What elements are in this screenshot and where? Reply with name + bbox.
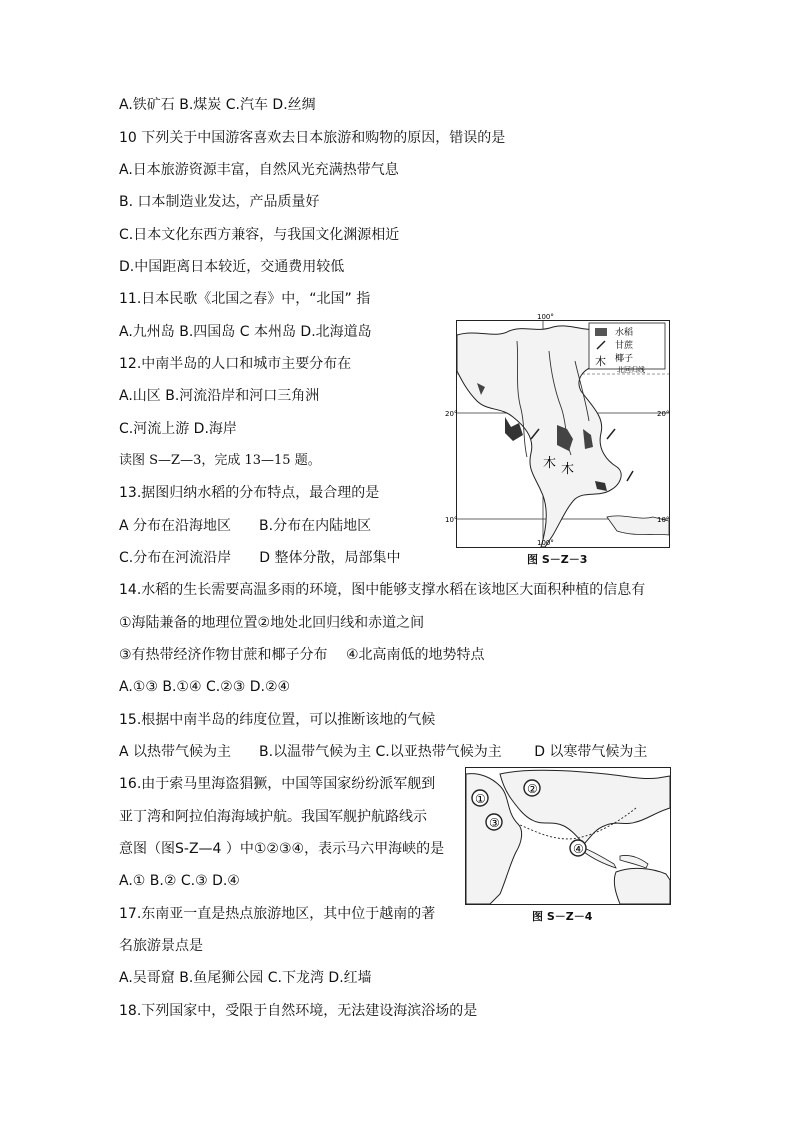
question-15: 15.根据中南半岛的纬度位置，可以推断该地的气候 [119, 712, 436, 728]
map-escort-route-drawing [466, 768, 670, 904]
question-16-line1: 16.由于索马里海盗猖獗，中国等国家纷纷派军舰到 [119, 776, 436, 792]
question-17-line1: 17.东南亚一直是热点旅游地区，其中位于越南的著 [119, 906, 436, 922]
question-13: 13.据图归纳水稻的分布特点，最合理的是 [119, 485, 380, 501]
svg-text:⽊: ⽊ [561, 462, 575, 477]
question-16-line2: 亚丁湾和阿拉伯海海域护航。我国军舰护航路线示 [119, 809, 427, 825]
line-q9-options: A.铁矿石 B.煤炭 C.汽车 D.丝绸 [119, 97, 316, 113]
q13-options-cd: C.分布在河流沿岸 D 整体分散，局部集中 [119, 550, 401, 566]
svg-text:⽊: ⽊ [543, 456, 557, 471]
lon-label-top: 100° [537, 313, 554, 321]
q10-option-b: B. 口本制造业发达，产品质量好 [119, 194, 320, 210]
lat20-label-left: 20° [445, 410, 458, 418]
q10-option-d: D.中国距离日本较近，交通费用较低 [119, 259, 345, 275]
question-12: 12.中南半岛的人口和城市主要分布在 [119, 356, 352, 372]
rice-legend-swatch [595, 328, 607, 336]
q12-options-cd: C.河流上游 D.海岸 [119, 421, 237, 437]
lat20-label-right: 20° [657, 410, 670, 418]
lat10-label-left: 10° [445, 516, 458, 524]
q17-options: A.吴哥窟 B.鱼尾狮公园 C.下龙湾 D.红墙 [119, 970, 372, 986]
question-18: 18.下列国家中，受限于自然环境，无法建设海滨浴场的是 [119, 1003, 478, 1019]
q15-options: A 以热带气候为主 B.以温带气候为主 C.以亚热带气候为主 D 以寒带气候为主 [119, 744, 648, 760]
q16-options: A.① B.② C.③ D.④ [119, 873, 240, 889]
question-16-line3: 意图（图S-Z—4 ）中①②③④，表示马六甲海峡的是 [119, 841, 445, 857]
question-14: 14.水稻的生长需要高温多雨的环境，图中能够支撑水稻在该地区大面积种植的信息有 [119, 582, 646, 598]
lat10-label-right: 10° [657, 516, 670, 524]
marker-3: ③ [489, 816, 500, 830]
coconut-legend-icon: ⽊ [595, 355, 606, 368]
map-indochina-caption: 图 S－Z－3 [527, 553, 588, 566]
q11-options: A.九州岛 B.四国岛 C 本州岛 D.北海道岛 [119, 324, 372, 340]
q10-option-c: C.日本文化东西方兼容，与我国文化渊源相近 [119, 227, 400, 243]
marker-4: ④ [573, 842, 584, 856]
legend-rice-label: 水稻 [615, 328, 634, 338]
q10-option-a: A.日本旅游资源丰富，自然风光充满热带气息 [119, 162, 399, 178]
tropic-label: 北回归线 [617, 366, 645, 374]
marker-1: ① [475, 792, 486, 806]
legend-sugarcane-label: 甘蔗 [615, 341, 634, 351]
q14-options: A.①③ B.①④ C.②③ D.②④ [119, 679, 291, 695]
lon-label-bottom: 100° [537, 539, 554, 547]
q14-statements-34: ③有热带经济作物甘蔗和椰子分布 ④北高南低的地势特点 [119, 647, 485, 663]
q12-options-ab: A.山区 B.河流沿岸和河口三角洲 [119, 388, 320, 404]
map-indochina [445, 313, 670, 548]
map-indochina-drawing [445, 313, 670, 547]
map-escort-route-caption: 图 S－Z－4 [532, 910, 593, 923]
marker-2: ② [527, 782, 538, 796]
question-17-line2: 名旅游景点是 [119, 938, 203, 954]
q14-statements-12: ①海陆兼备的地理位置②地处北回归线和赤道之间 [119, 615, 425, 631]
legend-coconut-label: 椰子 [615, 354, 634, 364]
map-escort-route [465, 767, 671, 905]
read-figure-instruction: 读图 S—Z—3，完成 13—15 题。 [119, 453, 321, 468]
question-11: 11.日本民歌《北国之春》中，“北国” 指 [119, 291, 371, 307]
question-10: 10 下列关于中国游客喜欢去日本旅游和购物的原因，错误的是 [119, 130, 506, 146]
q13-options-ab: A 分布在沿海地区 B.分布在内陆地区 [119, 518, 372, 534]
